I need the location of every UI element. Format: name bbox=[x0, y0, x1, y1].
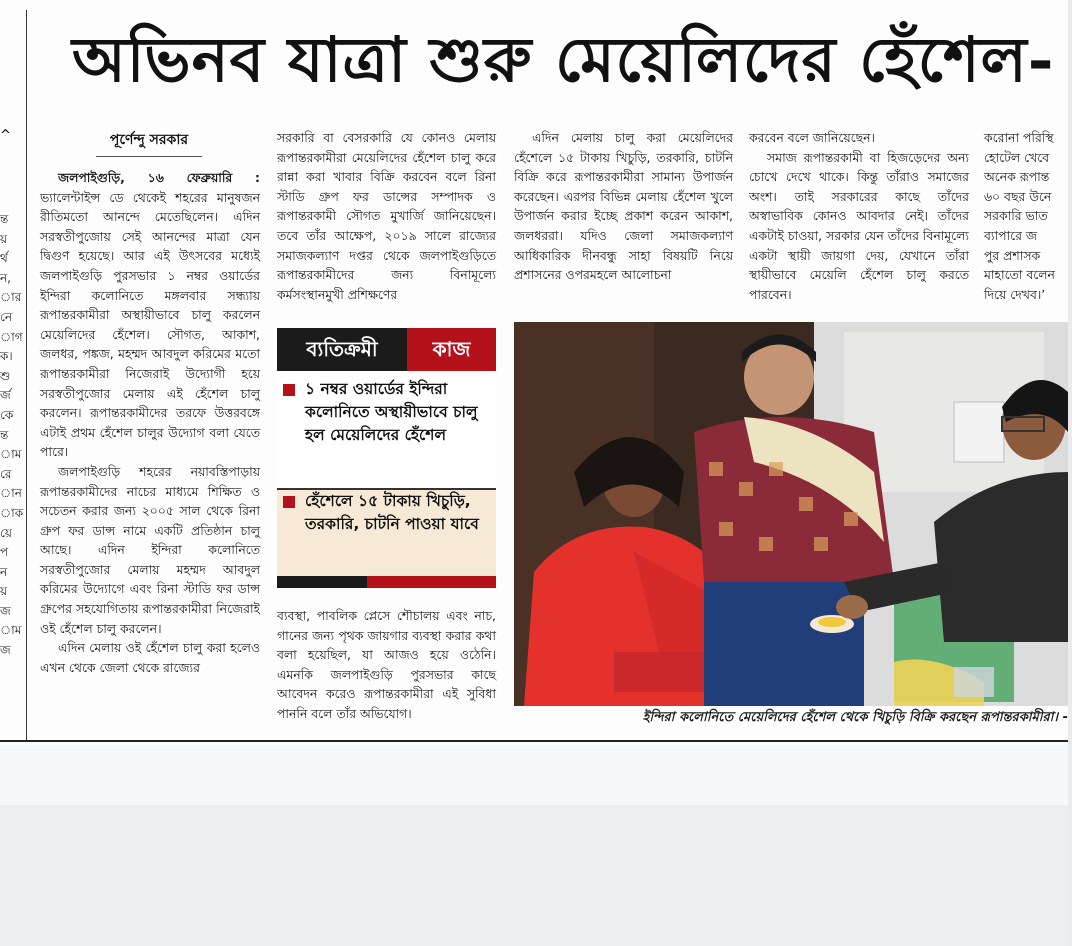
sidebar-header-left: ব্যতিক্রমী bbox=[277, 328, 407, 371]
viewer-background-band bbox=[0, 745, 1068, 805]
sidebar-box bbox=[277, 328, 496, 588]
article-column-3 bbox=[514, 128, 733, 318]
sidebar-header bbox=[277, 328, 496, 371]
paragraph bbox=[40, 168, 260, 462]
sidebar-header-right: কাজ bbox=[407, 328, 496, 371]
cut-fragment: নে bbox=[0, 309, 13, 324]
footer-bar-dark bbox=[277, 576, 367, 588]
cut-line: মাহাতো বলেন bbox=[984, 267, 1055, 283]
cut-fragment: াক bbox=[0, 505, 24, 520]
paragraph: করবেন বলে জানিয়েছেন। bbox=[749, 130, 875, 145]
edge-mark: ^ bbox=[0, 128, 11, 143]
column-rule-left bbox=[26, 10, 27, 740]
news-photo bbox=[514, 322, 1068, 706]
paragraph bbox=[40, 462, 260, 638]
paragraph-text: জলপাইগুড়ি শহরের নয়াবস্তিপাড়ায় রূপান্তরকামীদের নাচের মাধ্যমে শিক্ষিত ও সচেতন করার জন্য ২০০৫ সাল থেকে রিনা গ্রুপ ফর ডান্স নামে একটি প্রতিষ্ঠান চালু আছে। এদিন ইন্দিরা কলোনিতে সরস্বতীপুজোর মেলায় মহম্মদ আবদুল করিমের উদ্যোগে এবং রিনা স্টাডি ফর ডান্স গ্রুপের সহযোগিতায় রূপান্তরকামীরা নিজেরাই ওই হেঁশেল চালু করলেন। bbox=[40, 463, 260, 636]
cut-line: অনেক রূপান্ত bbox=[984, 169, 1050, 185]
cut-fragment: ন্ত bbox=[0, 427, 9, 442]
cut-line: হোটেল খেবে bbox=[984, 149, 1050, 165]
cut-fragment: র্জ bbox=[0, 388, 11, 403]
bottom-rule bbox=[0, 740, 1068, 742]
cut-fragment: াম bbox=[0, 447, 22, 462]
article-column-2-top bbox=[277, 128, 496, 324]
cut-fragment: প bbox=[0, 545, 9, 560]
cut-line: পুর প্রশাসক bbox=[984, 247, 1041, 263]
headline: অভিনব যাত্রা শুরু মেয়েলিদের হেঁশেল- bbox=[72, 23, 1055, 96]
cut-fragment: ন্ত bbox=[0, 212, 9, 226]
article-column-2-bottom bbox=[277, 606, 496, 736]
cut-fragment: য় bbox=[0, 584, 8, 599]
cut-fragment: য় bbox=[0, 231, 8, 246]
cut-line: দিয়ে দেখব।’ bbox=[984, 286, 1046, 302]
paragraph: এদিন মেলায় চালু করা মেয়েলিদের হেঁশেলে ১৫ টাকায় খিচুড়ি, তরকারি, চাটনি বিক্রি করে রূপান্তরকামীরা সামান্য উপার্জন করেছেন। এরপর বিভিন্ন মেলায় হেঁশেল খুলে উপার্জন করার ইচ্ছে প্রকাশ করেন আকাশ, জলধররা। যদিও জেলা সমাজকল্যাণ আধিকারিক দীনবন্ধু সাহা বিষয়টি নিয়ে প্রশাসনের ওপরমহলে আলোচনা bbox=[514, 130, 733, 283]
bullet-square-icon bbox=[283, 384, 295, 396]
cut-fragment: ার bbox=[0, 290, 22, 305]
cut-fragment: র্থ bbox=[0, 251, 8, 266]
footer-bar-red bbox=[367, 576, 496, 588]
cut-fragment: াম bbox=[0, 623, 22, 638]
cut-line: সরকারি ভাত bbox=[984, 208, 1048, 224]
bullet-square-icon bbox=[283, 496, 295, 508]
paragraph: ব্যবস্থা, পাবলিক প্লেসে শৌচালয় এবং নাচ, গানের জন্য পৃথক জায়গার ব্যবস্থা করার কথা বলা হয়েছিল, যা আজও হয়ে ওঠেনি। এমনকি জলপাইগুড়ি পুরসভার কাছে আবেদন করেও রূপান্তরকামীরা এই সুবিধা পাননি বলে তাঁর অভিযোগ। bbox=[277, 608, 496, 721]
paragraph: সরকারি বা বেসরকারি যে কোনও মেলায় রূপান্তরকামীরা মেয়েলিদের হেঁশেল চালু করে রান্না করা খাবার বিক্রি করবেন বলে রিনা স্টাডি গ্রুপ ফর ডান্সের সম্পাদক ও রূপান্তরকামী সৌগত মুখার্জি জানিয়েছেন। তবে তাঁর আক্ষেপ, ২০১৯ সালে রাজ্যের সমাজকল্যাণ দপ্তর থেকে জলপাইগুড়িতে রূপান্তরকামীদের জন্য বিনামূল্যে কর্মসংস্থানমুখী প্রশিক্ষণের bbox=[277, 130, 496, 302]
sidebar-footer-bar bbox=[277, 576, 496, 588]
byline: পূর্ণেন্দু সরকার bbox=[96, 128, 202, 157]
cut-fragment: ন, bbox=[0, 270, 11, 285]
cut-fragment: ান bbox=[0, 486, 22, 501]
cut-fragment: রে bbox=[0, 466, 12, 481]
cut-fragment: য়ে bbox=[0, 525, 12, 540]
article-column-4 bbox=[749, 128, 969, 318]
cut-line: করোনা পরিস্থি bbox=[984, 130, 1054, 145]
cut-line: ৬০ বছর উনে bbox=[984, 188, 1052, 204]
paragraph: সমাজ রূপান্তরকামী বা হিজড়েদের অন্য চোখে দেখে থাকে। কিন্তু তাঁরাও সমাজের অংশ। তাই সরকারের কাছে তাঁদের অস্বাভাবিক কোনও আবদার নেই। তাঁদের একটাই চাওয়া, সরকার যেন তাঁদের বিনামূল্যে একটা স্থায়ী জায়গা দেয়, যেখানে তাঁরা স্থায়ীভাবে মেয়েলি হেঁশেল চালু করতে পারবেন। bbox=[749, 149, 969, 302]
cut-fragment: ন bbox=[0, 564, 8, 579]
paragraph bbox=[40, 638, 260, 677]
cut-fragment: ক। bbox=[0, 349, 13, 364]
article-column-1 bbox=[40, 168, 260, 736]
photo-illustration bbox=[514, 322, 1068, 706]
cut-fragment: জ bbox=[0, 643, 11, 658]
cut-fragment: জ bbox=[0, 603, 11, 618]
cut-line: ব্যাপারে জ bbox=[984, 227, 1037, 243]
cut-fragment: াগ bbox=[0, 329, 23, 344]
cut-off-left-column bbox=[0, 210, 24, 661]
dateline: জলপাইগুড়ি, ১৬ ফেব্রুয়ারি : bbox=[58, 170, 260, 185]
photo-caption: ইন্দিরা কলোনিতে মেয়েলিদের হেঁশেল থেকে খিচুড়ি বিক্রি করছেন রূপান্তরকামীরা। - bbox=[642, 710, 1068, 725]
viewer-background bbox=[0, 805, 1068, 946]
paragraph-text: ভ্যালেন্টাইন্স ডে থেকেই শহরের মানুষজন রীতিমতো আনন্দে মেতেছিলেন। এদিন সরস্বতীপুজোয় সেই আনন্দের মাত্রা যেন দ্বিগুণ হয়েছে। আর এই উৎসবের মধ্যেই জলপাইগুড়ি পুরসভার ১ নম্বর ওয়ার্ডের ইন্দিরা কলোনিতে মঙ্গলবার সন্ধ্যায় রূপান্তরকামীরা অস্থায়ীভাবে চালু করলেন মেয়েলিদের হেঁশেল। সৌগত, আকাশ, জলধর, পঙ্কজ, মহম্মদ আবদুল করিমের মতো রূপান্তরকামীরা নিজেরাই উদ্যোগী হয়ে সরস্বতীপুজোর মেলায় এই হেঁশেল চালু করলেন। রূপান্তরকামীদের তরফে উত্তরবঙ্গে এটাই প্রথম হেঁশেল চালুর উদ্যোগ বলা যেতে পারে। bbox=[40, 189, 260, 460]
sidebar-bullet-1 bbox=[277, 378, 496, 488]
sidebar-bullet-2 bbox=[277, 488, 496, 576]
bullet-text: হেঁশেলে ১৫ টাকায় খিচুড়ি, তরকারি, চাটনি পাওয়া যাবে bbox=[305, 492, 479, 533]
article-column-5-cut bbox=[984, 128, 1068, 318]
cut-fragment: কে bbox=[0, 407, 14, 422]
bullet-text: ১ নম্বর ওয়ার্ডের ইন্দিরা কলোনিতে অস্থায়ীভাবে চালু হল মেয়েলিদের হেঁশেল bbox=[305, 380, 478, 444]
paragraph-text: এদিন মেলায় ওই হেঁশেল চালু করা হলেও এখন থেকে জেলা থেকে রাজ্যের bbox=[40, 640, 260, 675]
cut-fragment: শু bbox=[0, 368, 11, 383]
